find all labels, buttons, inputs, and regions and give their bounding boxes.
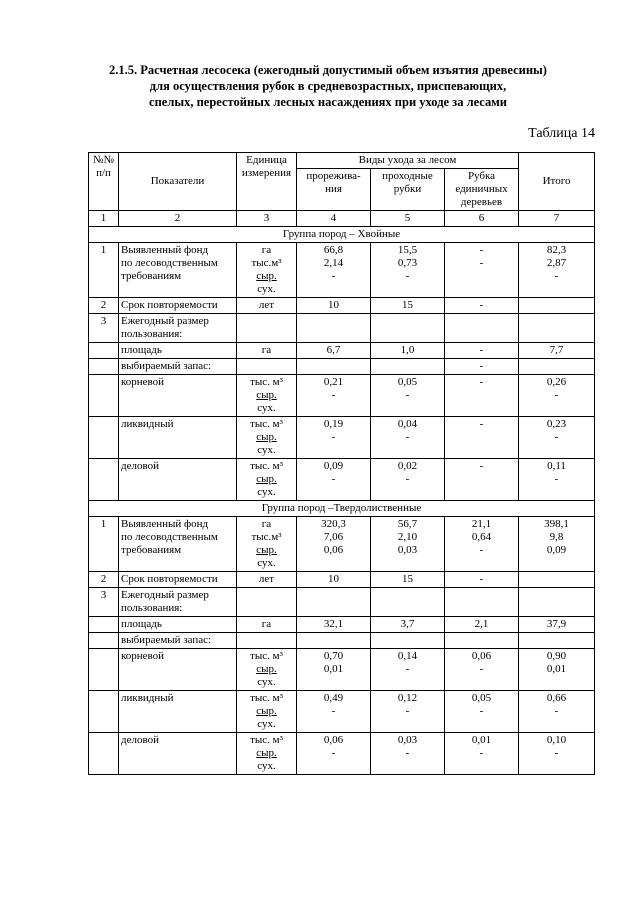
row-number: 3 — [89, 588, 119, 617]
empty-cell — [89, 633, 119, 649]
unit-cell-line: сух. — [257, 760, 276, 772]
value-cell-line: - — [405, 473, 410, 485]
unit-cell-line: тыс. м³ — [250, 650, 283, 662]
value-cell-line: - — [554, 473, 559, 485]
row-number: 2 — [89, 572, 119, 588]
stock-row — [89, 417, 595, 459]
annual-row — [89, 588, 595, 617]
unit-cell-line: тыс. м³ — [250, 376, 283, 388]
unit-cell — [237, 517, 297, 572]
indicator-found-fund-line: Выявленный фонд — [121, 518, 209, 530]
header-num: №№ п/п — [89, 153, 119, 211]
value-cell-line: - — [331, 270, 336, 282]
value-cell-line — [373, 283, 442, 296]
header-indicator: Показатели — [119, 153, 237, 211]
indicator-area: площадь — [119, 617, 237, 633]
unit-cell: лет — [237, 298, 297, 314]
value-cell: 1,0 — [371, 343, 445, 359]
indicator-found-fund-line: по лесоводственным — [121, 257, 218, 269]
value-cell — [519, 243, 595, 298]
value-cell: 15 — [371, 298, 445, 314]
value-cell-line: - — [479, 460, 484, 472]
empty-cell — [89, 459, 119, 501]
stock-label: деловой — [119, 733, 237, 775]
column-number: 5 — [371, 211, 445, 227]
value-cell-line: - — [331, 747, 336, 759]
value-cell-line — [299, 557, 368, 570]
period-row — [89, 572, 595, 588]
empty-cell — [89, 417, 119, 459]
column-number: 6 — [445, 211, 519, 227]
value-cell-line: - — [479, 747, 484, 759]
value-cell: 2,1 — [445, 617, 519, 633]
value-cell-line — [447, 283, 516, 296]
value-cell-line: 9,8 — [549, 531, 564, 543]
indicator-annual: Ежегодный размер пользования: — [119, 588, 237, 617]
unit-cell: га — [237, 343, 297, 359]
value-cell: - — [445, 572, 519, 588]
value-cell-line: 56,7 — [397, 518, 418, 530]
value-cell — [519, 417, 595, 459]
empty-cell — [297, 314, 371, 343]
value-cell-line: 0,73 — [397, 257, 418, 269]
value-cell — [519, 733, 595, 775]
value-cell-line — [447, 557, 516, 570]
empty-cell — [519, 633, 595, 649]
value-cell — [519, 572, 595, 588]
indicator-annual: Ежегодный размер пользования: — [119, 314, 237, 343]
value-cell: 10 — [297, 298, 371, 314]
value-cell-line: 0,06 — [471, 650, 492, 662]
indicator-found-fund-line: требованиям — [121, 270, 182, 282]
unit-cell: га — [237, 617, 297, 633]
column-number: 2 — [119, 211, 237, 227]
value-cell — [371, 691, 445, 733]
value-cell — [297, 459, 371, 501]
group-title-row — [89, 501, 595, 517]
stock-row — [89, 733, 595, 775]
value-cell-line: - — [554, 705, 559, 717]
group-title: Группа пород –Твердолиственные — [89, 501, 595, 517]
unit-cell — [237, 691, 297, 733]
stock-label: корневой — [119, 649, 237, 691]
stock-row — [89, 375, 595, 417]
value-cell-line: 0,90 — [546, 650, 567, 662]
unit-cell-line: га — [261, 518, 272, 530]
indicator-stock: выбираемый запас: — [119, 359, 237, 375]
value-cell-line: - — [479, 663, 484, 675]
value-cell-line: 0,19 — [323, 418, 344, 430]
value-cell-line: 0,66 — [546, 692, 567, 704]
unit-cell-line: тыс.м³ — [251, 531, 282, 543]
unit-cell-line: тыс. м³ — [250, 692, 283, 704]
unit-cell-line: сыр. — [256, 747, 277, 759]
value-cell — [445, 417, 519, 459]
indicator-found-fund-line: Выявленный фонд — [121, 244, 209, 256]
unit-cell-line: сух. — [257, 402, 276, 414]
value-cell-line: - — [405, 389, 410, 401]
value-cell-line: - — [331, 473, 336, 485]
value-cell-line: 21,1 — [471, 518, 492, 530]
value-cell-line: - — [554, 747, 559, 759]
value-cell-line: 0,03 — [397, 544, 418, 556]
value-cell — [445, 691, 519, 733]
stock-label-row — [89, 633, 595, 649]
unit-cell — [237, 243, 297, 298]
value-cell-line: 0,21 — [323, 376, 344, 388]
unit-cell-line: сыр. — [256, 473, 277, 485]
unit-cell-line: сыр. — [256, 705, 277, 717]
value-cell-line: 0,01 — [546, 663, 567, 675]
stock-row — [89, 649, 595, 691]
header-types: Виды ухода за лесом — [297, 153, 519, 169]
indicator-period: Срок повторяемости — [119, 298, 237, 314]
value-cell — [297, 243, 371, 298]
value-cell-line: - — [405, 705, 410, 717]
unit-cell — [237, 649, 297, 691]
value-cell-line — [299, 283, 368, 296]
header-row — [89, 153, 595, 169]
empty-cell — [89, 649, 119, 691]
value-cell — [519, 375, 595, 417]
empty-cell — [297, 588, 371, 617]
value-cell — [445, 459, 519, 501]
empty-cell — [371, 588, 445, 617]
value-cell-line: 0,12 — [397, 692, 418, 704]
value-cell-line — [521, 557, 592, 570]
value-cell-line — [373, 557, 442, 570]
empty-cell — [89, 343, 119, 359]
value-cell-line: 2,87 — [546, 257, 567, 269]
value-cell-line: - — [479, 257, 484, 269]
value-cell-line: - — [554, 389, 559, 401]
unit-cell-line: га — [261, 244, 272, 256]
value-cell-line: 15,5 — [397, 244, 418, 256]
value-cell — [371, 459, 445, 501]
value-cell-line: - — [405, 431, 410, 443]
value-cell — [297, 733, 371, 775]
unit-cell: лет — [237, 572, 297, 588]
empty-cell — [519, 314, 595, 343]
value-cell: - — [445, 298, 519, 314]
value-cell-line — [521, 283, 592, 296]
value-cell — [371, 517, 445, 572]
value-cell-line: - — [479, 418, 484, 430]
header-total: Итого — [519, 153, 595, 211]
value-cell-line: - — [479, 544, 484, 556]
empty-cell — [371, 633, 445, 649]
value-cell-line: 0,70 — [323, 650, 344, 662]
stock-label-row — [89, 359, 595, 375]
column-number: 3 — [237, 211, 297, 227]
value-cell — [445, 649, 519, 691]
stock-label: деловой — [119, 459, 237, 501]
value-cell — [371, 649, 445, 691]
stock-label: ликвидный — [119, 417, 237, 459]
unit-cell-line: сыр. — [256, 663, 277, 675]
found-fund-row — [89, 243, 595, 298]
header-col4: прорежива-ния — [297, 169, 371, 211]
value-cell — [519, 459, 595, 501]
value-cell-line: 7,06 — [323, 531, 344, 543]
value-cell-line: 0,01 — [323, 663, 344, 675]
stock-label: ликвидный — [119, 691, 237, 733]
area-row — [89, 617, 595, 633]
value-cell-line: 0,02 — [397, 460, 418, 472]
value-cell-line: - — [405, 747, 410, 759]
value-cell-line: 0,11 — [547, 460, 566, 472]
column-number: 1 — [89, 211, 119, 227]
heading-line-3: спелых, перестойных лесных насаждениях при уходе за лесами — [149, 95, 507, 109]
value-cell: 7,7 — [519, 343, 595, 359]
value-cell-line: - — [479, 376, 484, 388]
value-cell — [519, 517, 595, 572]
unit-cell-line: тыс.м³ — [251, 257, 282, 269]
section-heading — [88, 62, 568, 110]
empty-cell — [89, 617, 119, 633]
value-cell-line: - — [405, 663, 410, 675]
indicator-found-fund — [119, 243, 237, 298]
value-cell — [297, 649, 371, 691]
value-cell-line: 0,64 — [471, 531, 492, 543]
header-col6: Рубка единичных деревьев — [445, 169, 519, 211]
value-cell: 37,9 — [519, 617, 595, 633]
stock-row — [89, 691, 595, 733]
unit-cell-line: сух. — [257, 444, 276, 456]
unit-cell-line: сыр. — [256, 431, 277, 443]
empty-cell — [237, 588, 297, 617]
value-cell-line: 0,14 — [397, 650, 418, 662]
value-cell-line — [447, 431, 516, 444]
indicator-stock: выбираемый запас: — [119, 633, 237, 649]
empty-cell — [237, 314, 297, 343]
value-cell-line — [447, 473, 516, 486]
value-cell — [371, 375, 445, 417]
value-cell: 15 — [371, 572, 445, 588]
unit-cell-line: сыр. — [256, 544, 277, 556]
empty-cell — [237, 359, 297, 375]
unit-cell-line: тыс. м³ — [250, 460, 283, 472]
column-numbers-row — [89, 211, 595, 227]
value-cell-line: 0,10 — [546, 734, 567, 746]
unit-cell — [237, 417, 297, 459]
value-cell — [519, 298, 595, 314]
empty-cell — [89, 359, 119, 375]
indicator-period: Срок повторяемости — [119, 572, 237, 588]
header-unit: Единица измерения — [237, 153, 297, 211]
empty-cell — [445, 314, 519, 343]
value-cell-line: - — [331, 705, 336, 717]
column-number: 7 — [519, 211, 595, 227]
value-cell-line: 0,05 — [397, 376, 418, 388]
value-cell — [297, 375, 371, 417]
value-cell-line — [447, 389, 516, 402]
value-cell — [445, 517, 519, 572]
value-cell-line: 0,23 — [546, 418, 567, 430]
value-cell: 6,7 — [297, 343, 371, 359]
value-cell-line — [447, 270, 516, 283]
indicator-found-fund — [119, 517, 237, 572]
value-cell — [519, 649, 595, 691]
value-cell-line: - — [331, 431, 336, 443]
value-cell-line: 2,14 — [323, 257, 344, 269]
indicator-found-fund-line: по лесоводственным — [121, 531, 218, 543]
stock-row — [89, 459, 595, 501]
empty-cell — [371, 314, 445, 343]
row-number: 1 — [89, 517, 119, 572]
unit-cell-line: сух. — [257, 283, 276, 295]
annual-row — [89, 314, 595, 343]
stock-label: корневой — [119, 375, 237, 417]
unit-cell-line: сух. — [257, 718, 276, 730]
empty-cell — [89, 375, 119, 417]
value-cell-line: 0,09 — [323, 460, 344, 472]
empty-cell — [371, 359, 445, 375]
value-cell-line: 82,3 — [546, 244, 567, 256]
value-cell-line: - — [479, 244, 484, 256]
indicator-found-fund-line: требованиям — [121, 544, 182, 556]
value-cell-line: - — [554, 431, 559, 443]
value-cell — [371, 733, 445, 775]
value-cell — [445, 243, 519, 298]
value-cell-line: 0,26 — [546, 376, 567, 388]
value-cell-line: 320,3 — [321, 518, 346, 530]
period-row — [89, 298, 595, 314]
value-cell-line: 0,04 — [397, 418, 418, 430]
group-title-row — [89, 227, 595, 243]
row-number: 1 — [89, 243, 119, 298]
empty-cell — [297, 359, 371, 375]
unit-cell-line: сух. — [257, 676, 276, 688]
value-cell-line: - — [554, 270, 559, 282]
row-number: 3 — [89, 314, 119, 343]
value-cell: - — [445, 359, 519, 375]
unit-cell-line: тыс. м³ — [250, 734, 283, 746]
empty-cell — [519, 359, 595, 375]
value-cell — [297, 517, 371, 572]
value-cell-line: 0,03 — [397, 734, 418, 746]
value-cell-line: 2,10 — [397, 531, 418, 543]
column-number: 4 — [297, 211, 371, 227]
unit-cell — [237, 733, 297, 775]
unit-cell — [237, 375, 297, 417]
value-cell — [371, 243, 445, 298]
value-cell — [445, 733, 519, 775]
value-cell-line: - — [331, 389, 336, 401]
empty-cell — [519, 588, 595, 617]
value-cell — [445, 375, 519, 417]
header-col5: проходные рубки — [371, 169, 445, 211]
unit-cell-line: сух. — [257, 557, 276, 569]
table-label: Таблица 14 — [528, 126, 595, 141]
indicator-area: площадь — [119, 343, 237, 359]
value-cell-line: 0,05 — [471, 692, 492, 704]
allowable-cut-table — [88, 152, 595, 775]
empty-cell — [297, 633, 371, 649]
value-cell-line: 66,8 — [323, 244, 344, 256]
unit-cell — [237, 459, 297, 501]
value-cell-line: 0,06 — [323, 544, 344, 556]
value-cell: - — [445, 343, 519, 359]
found-fund-row — [89, 517, 595, 572]
row-number: 2 — [89, 298, 119, 314]
empty-cell — [237, 633, 297, 649]
value-cell-line: 0,06 — [323, 734, 344, 746]
unit-cell-line: сыр. — [256, 270, 277, 282]
value-cell-line: 398,1 — [544, 518, 569, 530]
value-cell-line: 0,01 — [471, 734, 492, 746]
empty-cell — [89, 733, 119, 775]
heading-line-2: для осуществления рубок в средневозрастных, приспевающих, — [149, 79, 507, 93]
value-cell — [371, 417, 445, 459]
area-row — [89, 343, 595, 359]
unit-cell-line: тыс. м³ — [250, 418, 283, 430]
unit-cell-line: сыр. — [256, 389, 277, 401]
unit-cell-line: сух. — [257, 486, 276, 498]
value-cell-line: 0,49 — [323, 692, 344, 704]
value-cell: 3,7 — [371, 617, 445, 633]
value-cell-line: - — [405, 270, 410, 282]
value-cell: 10 — [297, 572, 371, 588]
heading-line-1: 2.1.5. Расчетная лесосека (ежегодный допустимый объем изъятия древесины) — [109, 63, 547, 77]
value-cell-line: 0,09 — [546, 544, 567, 556]
value-cell — [519, 691, 595, 733]
value-cell — [445, 633, 519, 649]
value-cell — [297, 417, 371, 459]
group-title: Группа пород – Хвойные — [89, 227, 595, 243]
empty-cell — [445, 588, 519, 617]
value-cell-line: - — [479, 705, 484, 717]
value-cell: 32,1 — [297, 617, 371, 633]
empty-cell — [89, 691, 119, 733]
value-cell — [297, 691, 371, 733]
